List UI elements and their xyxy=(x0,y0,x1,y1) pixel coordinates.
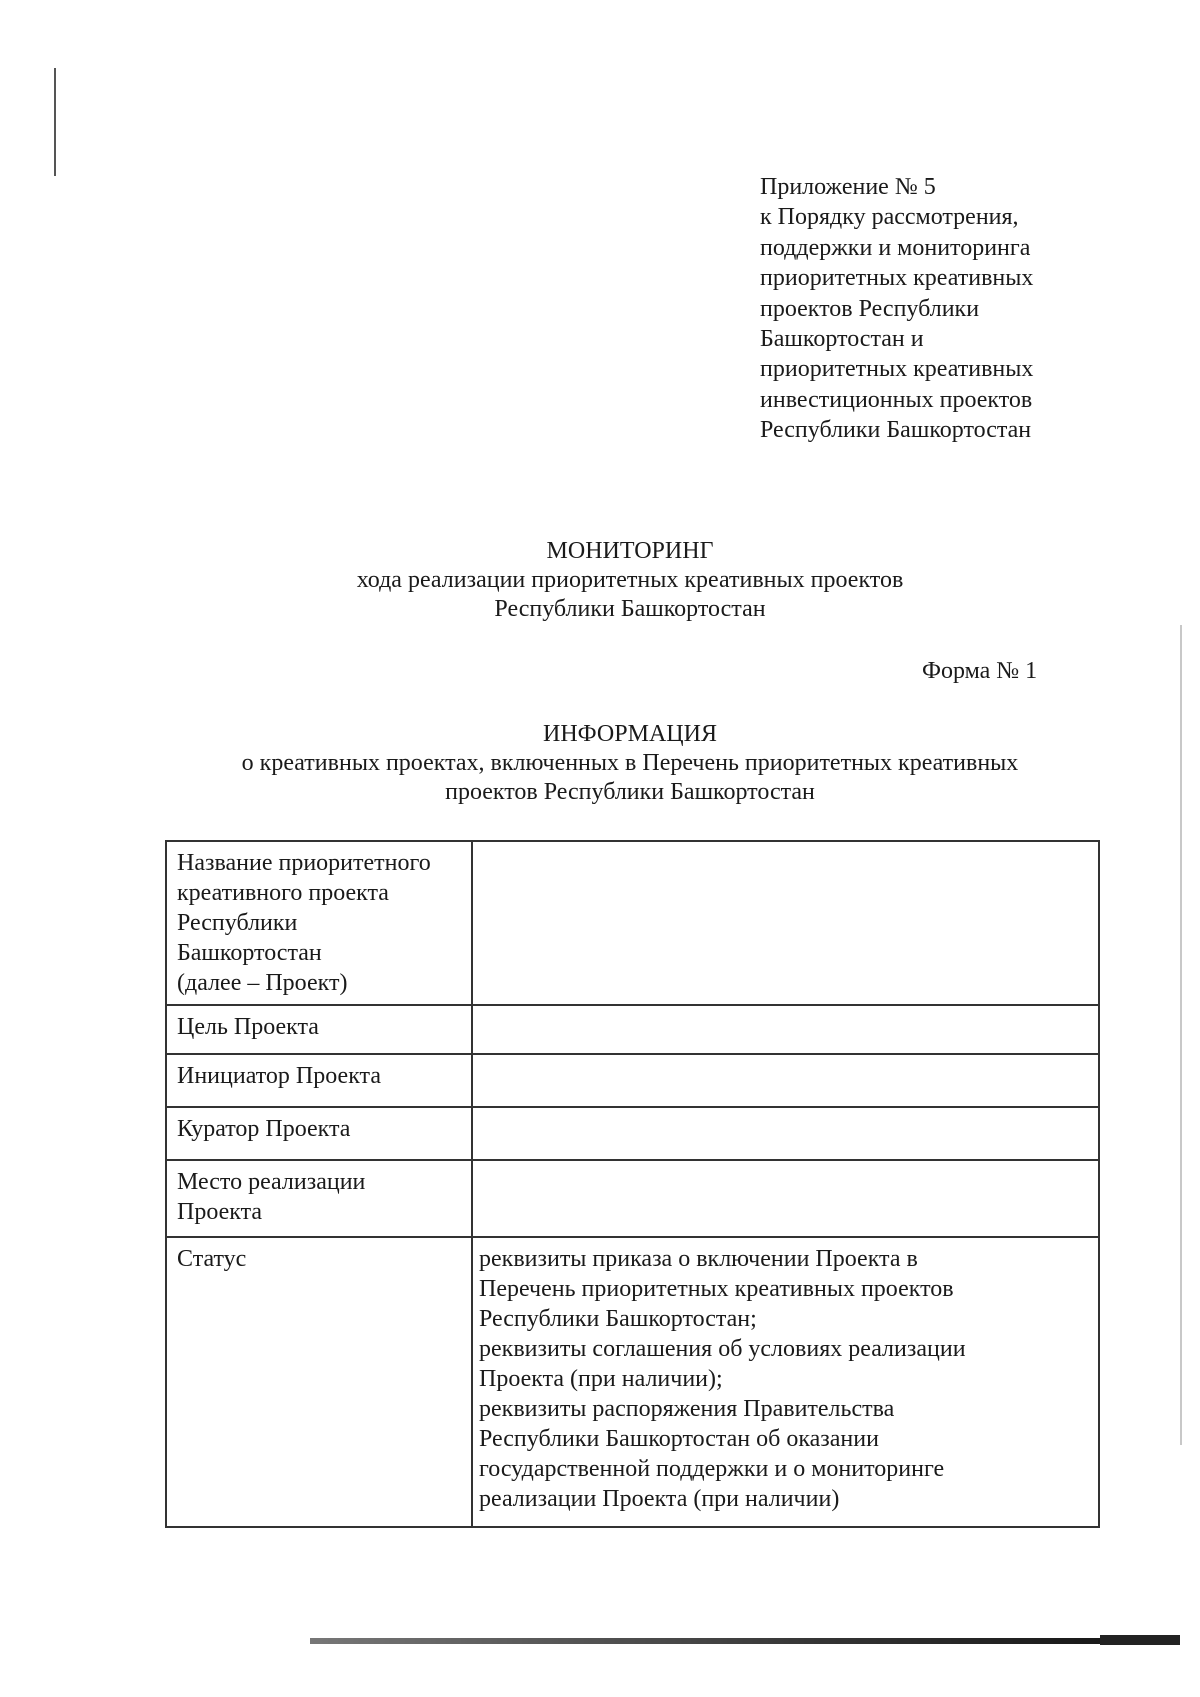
table-row xyxy=(166,1054,1099,1107)
scan-artifact-bar xyxy=(310,1638,1180,1644)
row-value-line: Республики Башкортостан об оказании xyxy=(479,1426,879,1452)
row-value-empty xyxy=(472,1107,1099,1160)
annex-line: приоритетных креативных xyxy=(760,356,1034,383)
row-label xyxy=(166,1005,472,1054)
annex-line: Башкортостан и xyxy=(760,326,924,353)
row-label-line: Цель Проекта xyxy=(177,1014,319,1040)
annex-line: Приложение № 5 xyxy=(760,174,936,200)
table-row xyxy=(166,1160,1099,1237)
row-value-line: реализации Проекта (при наличии) xyxy=(479,1486,840,1512)
annex-line: проектов Республики xyxy=(760,295,980,322)
row-label-line: Инициатор Проекта xyxy=(177,1063,381,1089)
row-label xyxy=(166,1107,472,1160)
scan-artifact-line xyxy=(54,68,56,176)
table-row xyxy=(166,1237,1099,1527)
monitoring-subtitle-line: Республики Башкортостан xyxy=(494,596,766,622)
monitoring-heading xyxy=(0,537,1200,624)
form-number: Форма № 1 xyxy=(922,658,1038,684)
row-value-line: государственной поддержки и о мониторинге xyxy=(479,1456,945,1482)
row-label-line: Башкортостан xyxy=(177,940,322,966)
row-value-empty xyxy=(472,841,1099,1005)
row-label xyxy=(166,1160,472,1237)
table-row xyxy=(166,841,1099,1005)
annex-line: инвестиционных проектов xyxy=(760,386,1033,413)
row-label-line: (далее – Проект) xyxy=(177,970,348,996)
row-label xyxy=(166,1054,472,1107)
row-value-empty xyxy=(472,1054,1099,1107)
annex-line: к Порядку рассмотрения, xyxy=(760,204,1019,231)
annex-line: приоритетных креативных xyxy=(760,265,1034,292)
project-info-table xyxy=(165,840,1100,1528)
row-value-line: Перечень приоритетных креативных проектов xyxy=(479,1276,954,1302)
row-value-line: Проекта (при наличии); xyxy=(479,1366,723,1392)
row-label-line: Куратор Проекта xyxy=(177,1116,351,1142)
row-value-empty xyxy=(472,1005,1099,1054)
row-label-line: Проекта xyxy=(177,1199,263,1225)
row-label-line: Место реализации xyxy=(177,1169,366,1195)
row-label-line: Статус xyxy=(177,1246,247,1272)
row-label-line: Название приоритетного xyxy=(177,850,431,876)
row-value-line: реквизиты приказа о включении Проекта в xyxy=(479,1246,918,1272)
row-value-empty xyxy=(472,1160,1099,1237)
information-title: ИНФОРМАЦИЯ xyxy=(543,721,717,747)
annex-line: поддержки и мониторинга xyxy=(760,234,1031,261)
row-value-line: реквизиты распоряжения Правительства xyxy=(479,1396,895,1422)
row-label xyxy=(166,1237,472,1527)
information-heading xyxy=(0,720,1200,807)
information-subtitle-line: о креативных проектах, включенных в Перечень приоритетных креативных xyxy=(241,750,1019,776)
row-value xyxy=(472,1237,1099,1527)
table-row xyxy=(166,1107,1099,1160)
row-label xyxy=(166,841,472,1005)
row-label-line: креативного проекта xyxy=(177,880,389,906)
row-value-line: Республики Башкортостан; xyxy=(479,1306,757,1332)
annex-line: Республики Башкортостан xyxy=(760,417,1032,444)
monitoring-title: МОНИТОРИНГ xyxy=(546,538,714,564)
table-row xyxy=(166,1005,1099,1054)
annex-header xyxy=(760,172,1100,446)
monitoring-subtitle-line: хода реализации приоритетных креативных проектов xyxy=(356,567,904,593)
information-subtitle-line: проектов Республики Башкортостан xyxy=(445,779,815,805)
row-label-line: Республики xyxy=(177,910,298,936)
row-value-line: реквизиты соглашения об условиях реализации xyxy=(479,1336,966,1362)
